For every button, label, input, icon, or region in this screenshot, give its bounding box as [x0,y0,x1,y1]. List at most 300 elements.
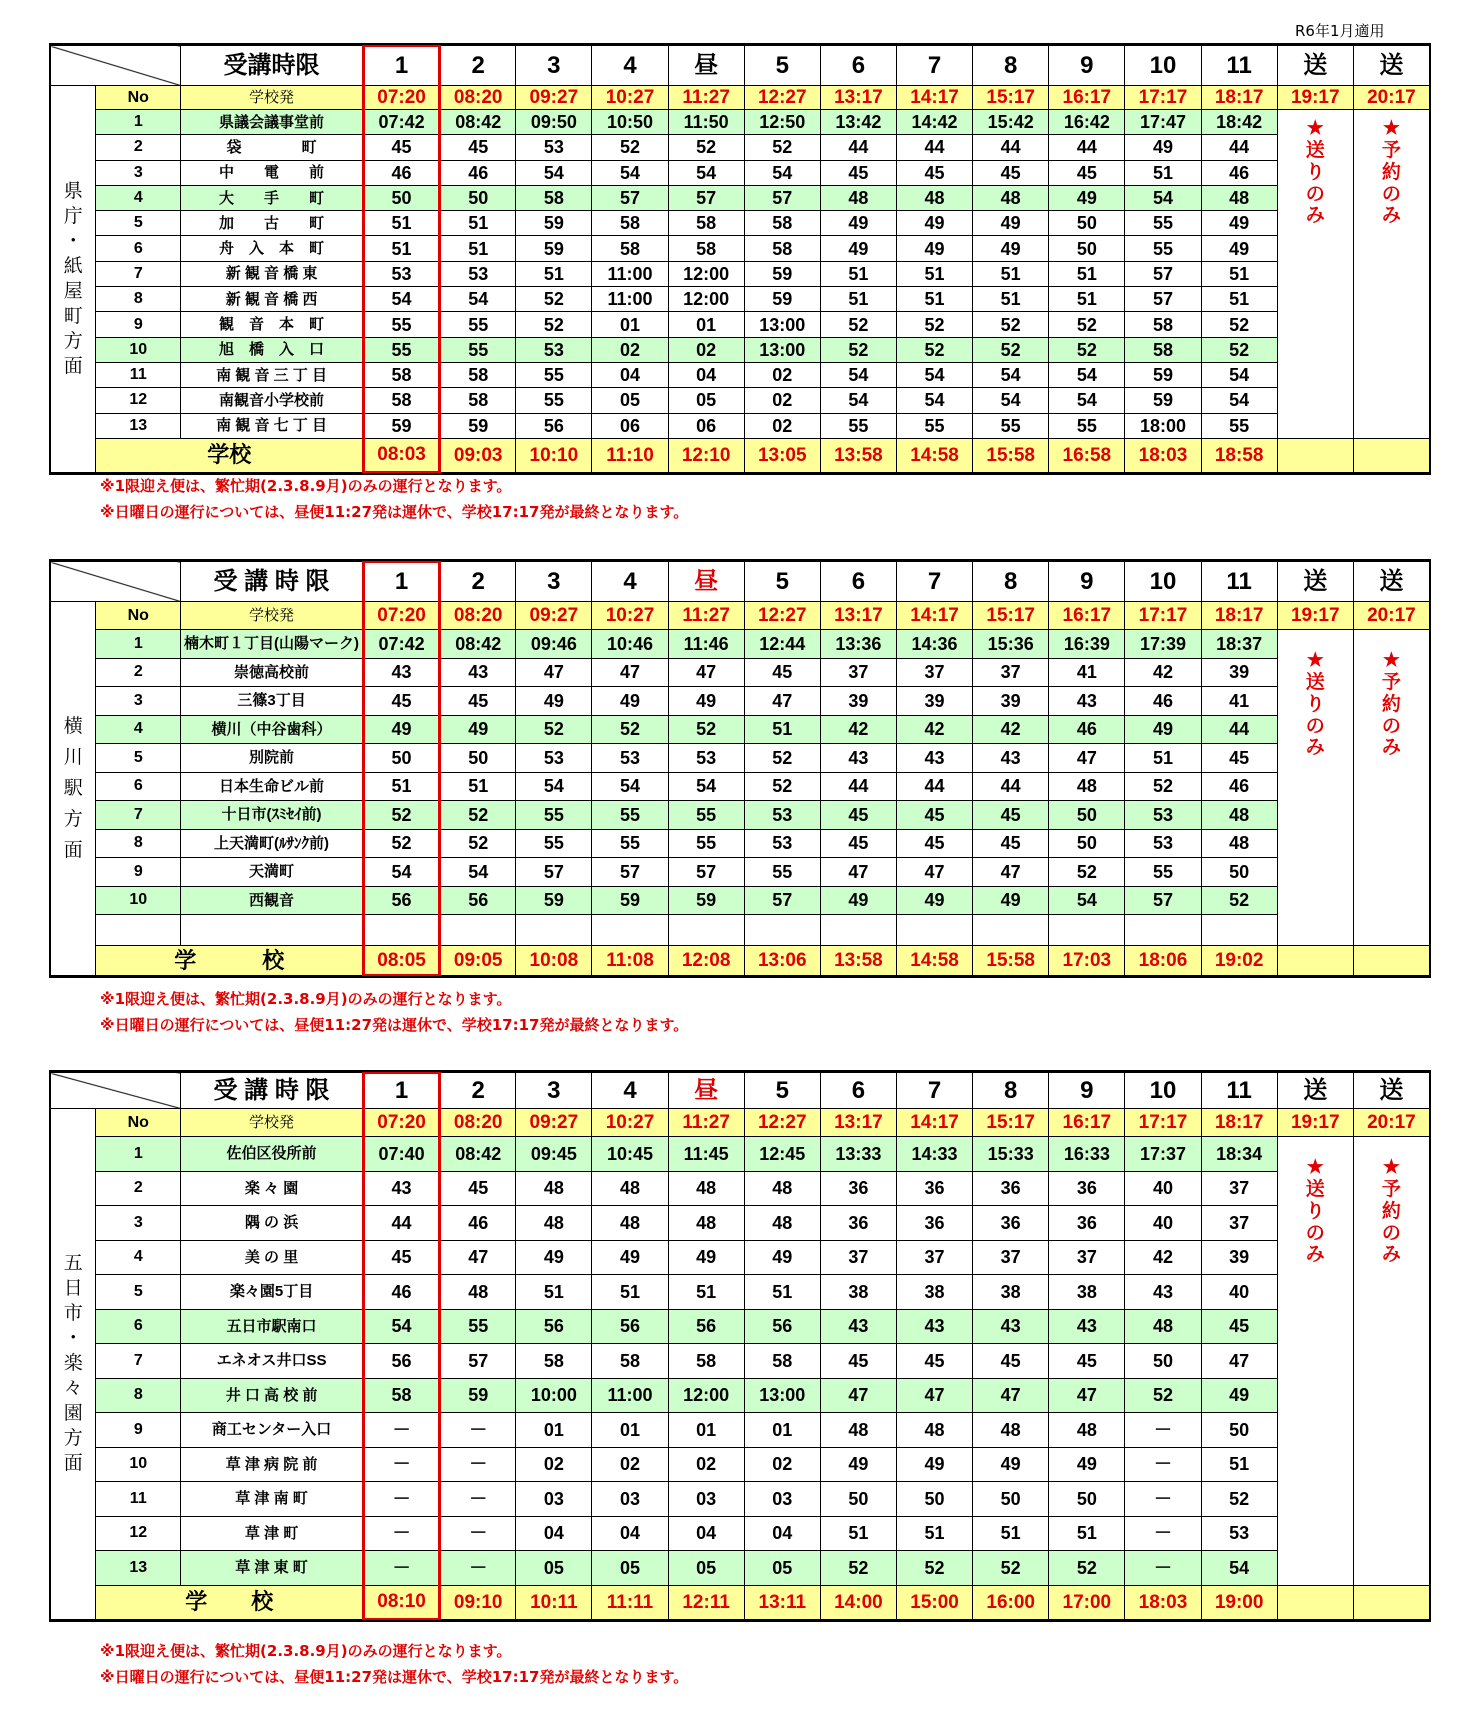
school-arrival-time: 12:10 [668,438,744,472]
stop-name: 袋 町 [181,135,364,160]
stop-time: 12:45 [744,1137,820,1172]
school-arrival-time: 17:00 [1049,1585,1125,1619]
period-2-header: 2 [440,46,516,86]
stop-time: 52 [1049,312,1125,337]
drop-off-only-char: み [1305,737,1325,759]
stop-time: 52 [896,312,972,337]
stop-time: 54 [973,362,1049,387]
stop-time: 53 [744,801,820,830]
stop-time: 58 [440,362,516,387]
drop-off-only-char: ★ [1306,1157,1324,1178]
stop-time: 11:46 [668,630,744,659]
stop-time: 51 [820,1516,896,1551]
departure-time: 11:27 [668,1109,744,1137]
departure-time: 13:17 [820,1109,896,1137]
stop-number: 7 [96,1344,181,1379]
stop-time: 44 [973,135,1049,160]
school-arrival-time: 14:58 [896,438,972,472]
stop-time: 39 [1201,658,1277,687]
stop-time: 05 [744,1551,820,1586]
stop-time: 55 [744,858,820,887]
blank-cell [668,915,744,946]
stop-time: 52 [1201,1482,1277,1517]
stop-time: 51 [1201,261,1277,286]
stop-time: 52 [820,312,896,337]
service-note: ※1限迎え便は、繁忙期(2.3.8.9月)のみの運行となります。 [100,990,512,1008]
stop-time: 43 [364,658,440,687]
drop-off-only-char: ★ [1306,650,1324,671]
stop-time: 15:33 [973,1137,1049,1172]
stop-number: 10 [96,1447,181,1482]
period-6-header: 5 [744,1073,820,1109]
stop-time: 11:50 [668,110,744,135]
stop-time: － [364,1482,440,1517]
table-row [51,160,1430,185]
stop-time: 07:40 [364,1137,440,1172]
stop-time: 41 [1201,687,1277,716]
stop-time: 48 [1049,1413,1125,1448]
stop-time: － [1125,1482,1201,1517]
stop-name: 別院前 [181,744,364,773]
stop-time: 09:46 [516,630,592,659]
departure-time: 10:27 [592,86,668,110]
stop-time: 44 [820,772,896,801]
service-notes [100,473,688,525]
stop-time: 52 [1201,337,1277,362]
area-label [51,602,96,976]
stop-time: 51 [440,211,516,236]
stop-number: 7 [96,801,181,830]
period-1-header: 1 [364,1073,440,1109]
table-row [51,287,1430,312]
stop-time: 48 [744,1171,820,1206]
period-10-header: 9 [1049,562,1125,602]
area-label-char: 庁 [63,205,83,227]
stop-time: 52 [973,1551,1049,1586]
stop-time: 50 [364,744,440,773]
departure-time: 20:17 [1353,1109,1429,1137]
school-arrival-time: 18:03 [1125,1585,1201,1619]
stop-time: 48 [896,1413,972,1448]
stop-time: 06 [668,413,744,438]
stop-time: 52 [440,801,516,830]
stop-time: 52 [820,337,896,362]
stop-time: 58 [440,388,516,413]
stop-time: 53 [364,261,440,286]
stop-time: 52 [1049,337,1125,362]
table-row [51,801,1430,830]
reservation-only-char: み [1381,1244,1401,1266]
drop-off-only-note [1277,1137,1353,1586]
stop-time: 52 [1049,1551,1125,1586]
stop-time: 56 [516,413,592,438]
school-arrival-time: 17:03 [1049,946,1125,976]
area-label-char: ・ [63,230,83,252]
stop-time: 48 [820,185,896,210]
departure-time: 18:17 [1201,602,1277,630]
stop-time: － [364,1551,440,1586]
departure-time: 12:27 [744,86,820,110]
stop-number: 12 [96,1516,181,1551]
stop-time: 43 [896,744,972,773]
stop-time: 53 [1201,1516,1277,1551]
stop-time: 48 [592,1206,668,1241]
table-row [51,1206,1430,1241]
table-row [51,1482,1430,1517]
stop-time: 18:37 [1201,630,1277,659]
period-14-header: 送 [1353,562,1429,602]
reservation-only-note [1353,1137,1429,1586]
reservation-only-char: の [1381,183,1401,205]
stop-time: 45 [973,801,1049,830]
service-note: ※日曜日の運行については、昼便11:27発は運休で、学校17:17発が最終となります。 [100,503,689,521]
stop-number: 3 [96,1206,181,1241]
stop-time: 49 [1125,135,1201,160]
stop-number: 2 [96,1171,181,1206]
stop-time: 49 [820,1447,896,1482]
stop-time: 52 [820,1551,896,1586]
stop-time: 02 [668,337,744,362]
stop-time: 02 [592,337,668,362]
stop-time: 54 [820,388,896,413]
table-row [51,658,1430,687]
area-label [51,86,96,473]
stop-time: 49 [1201,211,1277,236]
stop-number: 10 [96,886,181,915]
departure-time: 09:27 [516,1109,592,1137]
stop-time: 38 [820,1275,896,1310]
stop-time: 51 [592,1275,668,1310]
school-arrival-time: 13:58 [820,946,896,976]
stop-time: 54 [1125,185,1201,210]
stop-time: 59 [364,413,440,438]
stop-time: 44 [896,772,972,801]
stop-time: 13:42 [820,110,896,135]
school-arrival-time: 12:11 [668,1585,744,1619]
stop-time: 57 [744,886,820,915]
stop-time: 50 [1201,1413,1277,1448]
stop-time: 47 [440,1240,516,1275]
stop-time: 51 [1125,160,1201,185]
stop-time: 55 [973,413,1049,438]
stop-time: 17:47 [1125,110,1201,135]
stop-number: 9 [96,858,181,887]
reservation-only-char: 予 [1381,1178,1401,1200]
stop-time: 12:44 [744,630,820,659]
area-label-char: 五 [63,1253,83,1275]
stop-time: 55 [668,829,744,858]
stop-time: 54 [1049,388,1125,413]
stop-time: 46 [1201,160,1277,185]
table-row [51,1378,1430,1413]
stop-time: 57 [668,185,744,210]
school-arrival-label: 学校 [96,438,364,472]
stop-number: 3 [96,687,181,716]
stop-time: 38 [1049,1275,1125,1310]
stop-time: 49 [1049,1447,1125,1482]
stop-time: 55 [516,829,592,858]
stop-number: 6 [96,236,181,261]
stop-time: 44 [820,135,896,160]
departure-time: 14:17 [896,86,972,110]
area-label-char: 日 [63,1278,83,1300]
stop-time: 48 [1049,772,1125,801]
stop-time: 56 [668,1309,744,1344]
period-header-label: 受講時限 [181,46,364,86]
stop-time: 05 [516,1551,592,1586]
blank-cell [973,915,1049,946]
table-row [51,1344,1430,1379]
stop-time: 15:36 [973,630,1049,659]
departure-label: 学校発 [181,1109,364,1137]
reservation-only-char: の [1381,1222,1401,1244]
stop-time: 37 [973,658,1049,687]
stop-time: 55 [1125,858,1201,887]
stop-name: 南 観 音 七 丁 目 [181,413,364,438]
period-2-header: 2 [440,562,516,602]
stop-time: 49 [973,211,1049,236]
stop-time: 41 [1049,658,1125,687]
stop-time: 54 [1201,1551,1277,1586]
stop-number: 13 [96,413,181,438]
stop-time: 59 [1125,388,1201,413]
school-arrival-time: 11:10 [592,438,668,472]
departure-time: 12:27 [744,1109,820,1137]
stop-number: 3 [96,160,181,185]
stop-time: 59 [1125,362,1201,387]
stop-time: 54 [364,858,440,887]
stop-time: 13:33 [820,1137,896,1172]
stop-time: 44 [1201,715,1277,744]
period-13-header: 送 [1277,1073,1353,1109]
table-row [51,744,1430,773]
period-9-header: 8 [973,562,1049,602]
stop-number: 1 [96,630,181,659]
stop-time: 52 [516,287,592,312]
stop-time: 45 [440,135,516,160]
stop-time: 50 [440,744,516,773]
drop-off-only-char: 送 [1305,1178,1325,1200]
stop-number: 9 [96,312,181,337]
stop-time: 36 [1049,1171,1125,1206]
period-4-header: 4 [592,46,668,86]
area-label-char: ・ [63,1328,83,1350]
stop-number: 12 [96,388,181,413]
stop-time: 51 [1049,261,1125,286]
stop-time: 05 [668,1551,744,1586]
stop-time: 52 [440,829,516,858]
period-3-header: 3 [516,562,592,602]
stop-time: 49 [820,211,896,236]
period-6-header: 5 [744,46,820,86]
stop-name: 舟 入 本 町 [181,236,364,261]
stop-time: 59 [744,287,820,312]
stop-time: 59 [592,886,668,915]
stop-time: 52 [1049,858,1125,887]
stop-time: 50 [1125,1344,1201,1379]
stop-time: 55 [592,801,668,830]
blank-cell [744,915,820,946]
stop-time: 49 [592,687,668,716]
stop-time: 04 [516,1516,592,1551]
stop-time: 47 [1049,1378,1125,1413]
stop-number: 1 [96,110,181,135]
stop-time: 52 [1125,772,1201,801]
stop-time: 59 [744,261,820,286]
period-8-header: 7 [896,46,972,86]
departure-time: 11:27 [668,602,744,630]
stop-time: 49 [592,1240,668,1275]
stop-time: 48 [1201,801,1277,830]
stop-time: 02 [744,413,820,438]
stop-time: 55 [1125,236,1201,261]
stop-time: 37 [1049,1240,1125,1275]
stop-time: 54 [364,287,440,312]
departure-time: 15:17 [973,1109,1049,1137]
period-4-header: 4 [592,1073,668,1109]
stop-time: 58 [744,236,820,261]
timetable-block-yokogawa [50,560,1430,977]
header-diagonal-cell [51,562,181,602]
stop-time: 58 [744,211,820,236]
stop-time: 09:45 [516,1137,592,1172]
school-arrival-time: 18:58 [1201,438,1277,472]
area-label-char: 々 [63,1378,83,1400]
drop-off-only-char: 送 [1305,139,1325,161]
area-label-char: 面 [63,840,83,861]
school-arrival-time: 15:58 [973,438,1049,472]
stop-name: 天満町 [181,858,364,887]
drop-off-only-char: み [1305,1244,1325,1266]
no-header: No [96,1109,181,1137]
table-row [51,772,1430,801]
stop-time: － [440,1551,516,1586]
stop-time: 10:46 [592,630,668,659]
stop-time: 48 [440,1275,516,1310]
period-12-header: 11 [1201,1073,1277,1109]
stop-time: 49 [896,211,972,236]
stop-time: 03 [668,1482,744,1517]
stop-time: 47 [820,1378,896,1413]
stop-time: 43 [896,1309,972,1344]
area-label-char: 方 [63,1428,83,1450]
reservation-only-char: 約 [1381,161,1401,183]
period-14-header: 送 [1353,46,1429,86]
stop-time: 36 [896,1171,972,1206]
stop-time: 48 [1125,1309,1201,1344]
school-arrival-time: 15:58 [973,946,1049,976]
departure-time: 13:17 [820,86,896,110]
drop-off-only-note [1277,630,1353,946]
stop-time: 04 [592,1516,668,1551]
stop-time: 58 [1125,337,1201,362]
stop-time: 54 [440,858,516,887]
drop-off-only-char: り [1305,693,1325,715]
stop-time: 45 [1201,744,1277,773]
stop-time: 48 [1201,185,1277,210]
stop-time: 08:42 [440,630,516,659]
stop-time: 49 [820,236,896,261]
stop-name: 三篠3丁目 [181,687,364,716]
table-row [51,135,1430,160]
period-8-header: 7 [896,1073,972,1109]
stop-time: 03 [592,1482,668,1517]
stop-time: 16:33 [1049,1137,1125,1172]
period-3-header: 3 [516,1073,592,1109]
departure-time: 08:20 [440,1109,516,1137]
stop-time: 12:00 [668,1378,744,1413]
stop-time: 58 [668,1344,744,1379]
blank-cell [1049,915,1125,946]
stop-time: 39 [1201,1240,1277,1275]
stop-name: 上天満町(ﾙｻﾝｸ前) [181,829,364,858]
stop-time: 10:00 [516,1378,592,1413]
table-row [51,1309,1430,1344]
reservation-only-char: み [1381,737,1401,759]
stop-time: 13:36 [820,630,896,659]
drop-off-only-char: み [1305,205,1325,227]
timetable [50,1071,1430,1621]
stop-time: 37 [820,658,896,687]
stop-time: 51 [364,211,440,236]
area-label-char: 方 [63,809,83,830]
school-arrival-time: 09:10 [440,1585,516,1619]
stop-time: 46 [1125,687,1201,716]
stop-name: エネオス井口SS [181,1344,364,1379]
departure-time: 09:27 [516,86,592,110]
stop-time: 57 [516,858,592,887]
stop-name: 楽々園5丁目 [181,1275,364,1310]
stop-time: 58 [668,236,744,261]
stop-name: 中 電 前 [181,160,364,185]
stop-time: 51 [744,1275,820,1310]
stop-time: 51 [896,287,972,312]
stop-time: 12:00 [668,261,744,286]
stop-time: 51 [820,287,896,312]
reservation-only-char: 約 [1381,1200,1401,1222]
stop-time: 55 [668,801,744,830]
stop-time: 48 [516,1206,592,1241]
stop-name: 横川（中谷歯科） [181,715,364,744]
stop-time: 54 [364,1309,440,1344]
stop-number: 9 [96,1413,181,1448]
stop-time: 37 [820,1240,896,1275]
stop-time: 02 [668,1447,744,1482]
period-2-header: 2 [440,1073,516,1109]
table-row [51,1516,1430,1551]
stop-time: 52 [364,801,440,830]
stop-time: 58 [1125,312,1201,337]
stop-time: 54 [896,362,972,387]
blank-cell [1353,438,1429,472]
school-arrival-time: 16:58 [1049,438,1125,472]
reservation-only-char: ★ [1382,1157,1400,1178]
school-arrival-time: 12:08 [668,946,744,976]
stop-time: 54 [1201,362,1277,387]
departure-time: 12:27 [744,602,820,630]
stop-time: 50 [1049,211,1125,236]
stop-number: 8 [96,829,181,858]
stop-name: 草 津 東 町 [181,1551,364,1586]
departure-time: 10:27 [592,602,668,630]
stop-time: 52 [592,135,668,160]
stop-time: 52 [668,715,744,744]
stop-time: 55 [364,337,440,362]
stop-time: 52 [896,337,972,362]
stop-time: 51 [1049,1516,1125,1551]
stop-time: 57 [668,858,744,887]
stop-time: 42 [973,715,1049,744]
